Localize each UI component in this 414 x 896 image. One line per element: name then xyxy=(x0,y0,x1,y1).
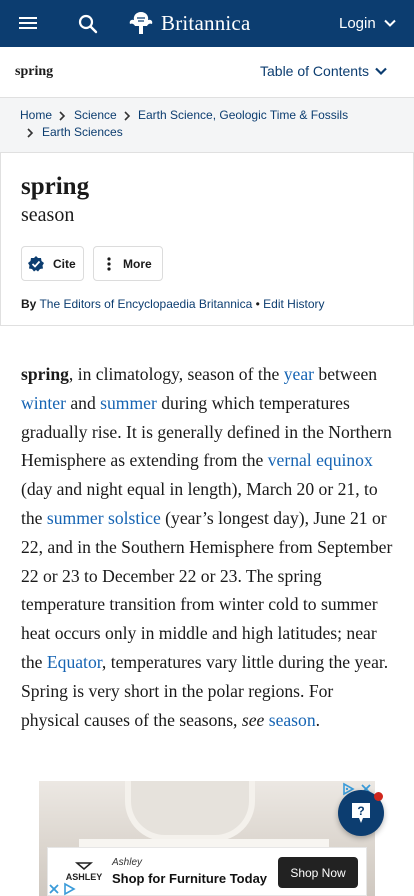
body-text: , in climatology, season of the xyxy=(68,364,284,384)
ad-mirror-graphic xyxy=(125,781,255,841)
question-chat-icon xyxy=(350,801,372,825)
body-text: (year’s longest day), June 21 or 22, and in the Southern Hemisphere from September 22 or 23 to December 22 or 23. The spring temperature transition from winter cold to summer heat occurs only in middle and high latitudes; near the xyxy=(21,507,393,672)
breadcrumb-home[interactable]: Home xyxy=(20,108,53,122)
svg-text:?: ? xyxy=(357,804,365,818)
article-body-paragraph xyxy=(21,360,393,734)
body-text: . xyxy=(315,709,321,730)
cite-label: Cite xyxy=(53,256,76,271)
page-title: spring xyxy=(21,173,90,200)
chevron-right-icon xyxy=(123,111,131,121)
author-link[interactable]: The Editors of Encyclopaedia Britannica xyxy=(39,297,253,311)
table-of-contents-toggle[interactable] xyxy=(260,63,388,79)
ashley-logo-icon xyxy=(61,860,107,884)
ad-choices-icon[interactable] xyxy=(47,882,77,896)
breadcrumb-earth-sciences[interactable]: Earth Sciences xyxy=(42,125,123,139)
link-vernal-equinox[interactable]: vernal equinox xyxy=(267,450,373,471)
term-spring: spring xyxy=(21,364,69,384)
link-season[interactable]: season xyxy=(268,709,316,730)
edit-history-link[interactable]: Edit History xyxy=(263,297,325,311)
more-label: More xyxy=(123,256,152,271)
link-equator[interactable]: Equator xyxy=(46,651,102,672)
thistle-logo-icon xyxy=(126,9,156,37)
ad-headline: Shop for Furniture Today xyxy=(112,871,268,886)
body-text: during which temperatures gradually rise. It is generally defined in the Northern Hemisphere as extending from the xyxy=(21,392,392,471)
byline-separator: • xyxy=(255,297,260,311)
chevron-down-icon[interactable] xyxy=(383,16,397,30)
breadcrumb-earth-science[interactable]: Earth Science, Geologic Time & Fossils xyxy=(138,108,349,122)
hamburger-menu-icon[interactable] xyxy=(16,14,40,34)
ashley-logo-text: ASHLEY xyxy=(65,872,103,882)
see-text: see xyxy=(241,709,265,730)
britannica-logo[interactable] xyxy=(126,8,250,38)
ad-banner[interactable] xyxy=(47,847,367,896)
body-text: , temperatures vary little during the year. Spring is very short in the polar regions. For physical causes of the seasons, xyxy=(21,651,389,730)
login-link[interactable]: Login xyxy=(339,15,376,32)
article-subheader xyxy=(0,47,414,98)
more-vertical-icon xyxy=(102,256,116,272)
link-summer-solstice[interactable]: summer solstice xyxy=(46,507,161,528)
breadcrumb-science[interactable]: Science xyxy=(74,108,117,122)
ad-brand: Ashley xyxy=(112,857,143,868)
link-winter[interactable]: winter xyxy=(21,392,66,413)
body-text: between xyxy=(314,364,378,384)
notification-dot xyxy=(374,792,383,801)
article-name-label: spring xyxy=(15,64,54,79)
cite-button[interactable] xyxy=(21,246,84,281)
article-header-card xyxy=(0,152,414,326)
more-button[interactable] xyxy=(93,246,163,281)
byline xyxy=(21,297,325,311)
body-text: and xyxy=(65,392,101,413)
shop-now-button[interactable]: Shop Now xyxy=(278,857,358,888)
top-header xyxy=(0,0,414,47)
body-text: (day and night equal in length), March 20 or 21, to the xyxy=(21,479,378,528)
chevron-right-icon xyxy=(58,111,66,121)
breadcrumb xyxy=(0,98,414,152)
link-summer[interactable]: summer xyxy=(100,392,157,413)
link-year[interactable]: year xyxy=(283,364,315,384)
search-icon[interactable] xyxy=(77,13,99,35)
byline-prefix: By xyxy=(21,297,37,311)
page-subtitle: season xyxy=(21,204,75,226)
logo-wordmark: Britannica xyxy=(161,10,251,35)
chevron-down-icon xyxy=(374,64,388,78)
chevron-right-icon xyxy=(26,128,34,138)
toc-label: Table of Contents xyxy=(260,63,369,79)
verified-badge-icon xyxy=(27,255,45,273)
